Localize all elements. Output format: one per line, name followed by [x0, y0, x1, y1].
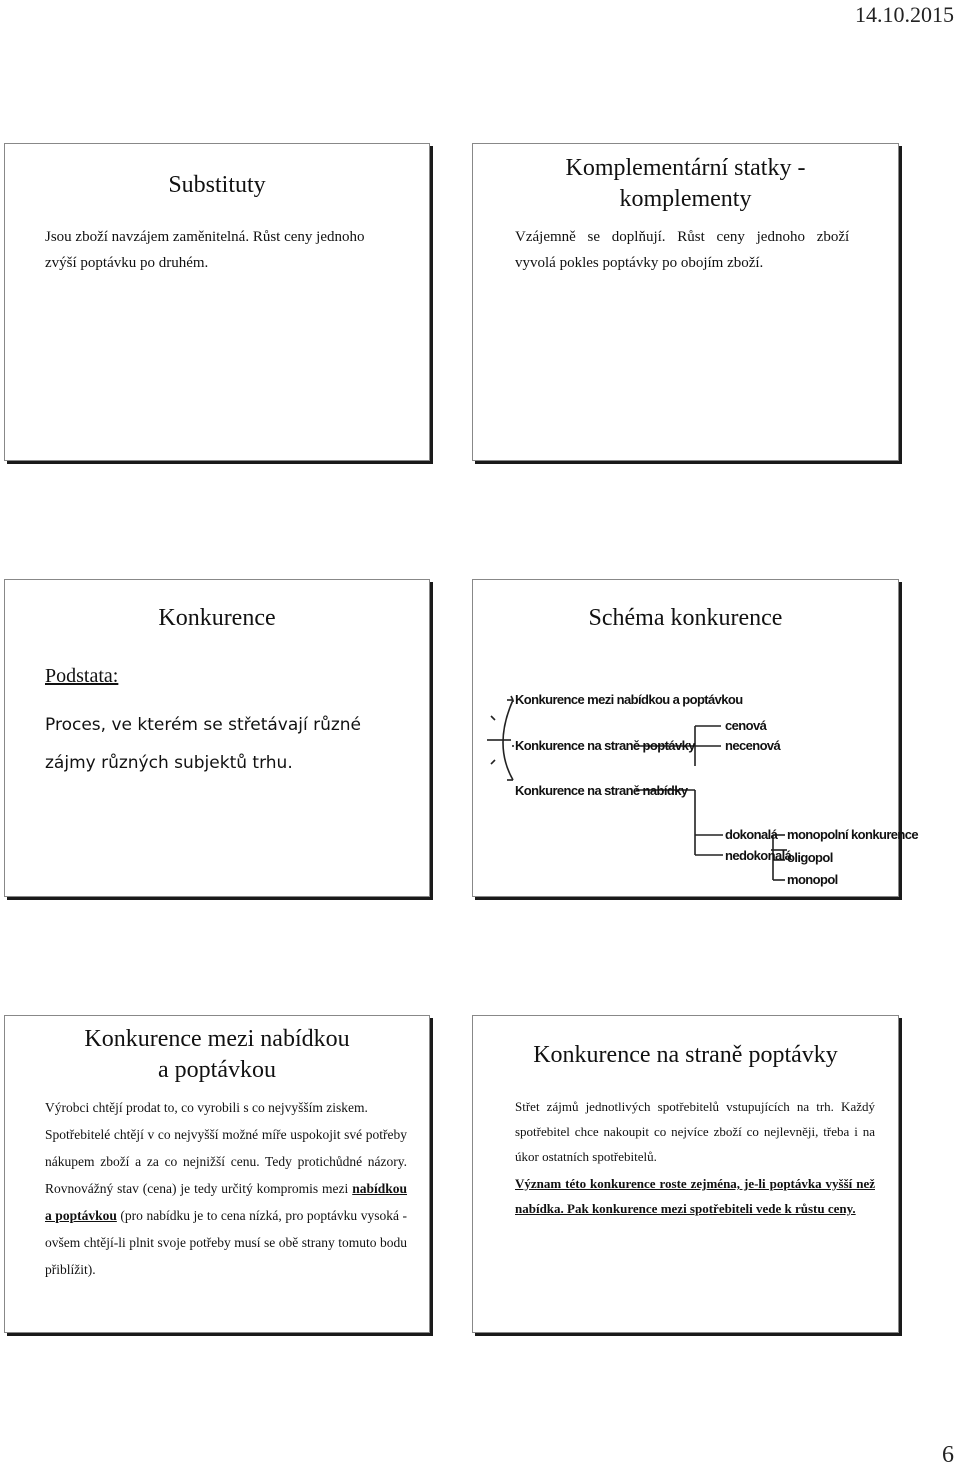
- slide-schema-konkurence: [472, 579, 919, 897]
- slide-title: Substituty: [168, 172, 266, 198]
- emphasized-paragraph: Význam této konkurence roste zejména, je-li poptávka vyšší než nabídka. Pak konkurence mezi spotřebiteli vede k růstu ceny.: [515, 1176, 875, 1216]
- slide-title: Schéma konkurence: [588, 605, 783, 631]
- title-line: Konkurence mezi nabídkou: [84, 1026, 350, 1052]
- underlined-text: nabídkou a poptávkou: [45, 1181, 408, 1223]
- body-line: zájmy různých subjektů trhu.: [45, 753, 293, 773]
- page-number: 6: [942, 1442, 954, 1468]
- schema-monopolistic-competition: monopolní konkurence: [787, 827, 919, 842]
- body-line: Proces, ve kterém se střetávají různé: [45, 715, 362, 735]
- body-paragraph: Výrobci chtějí prodat to, co vyrobili s co nejvyšším ziskem.: [45, 1100, 368, 1115]
- slide-title: Konkurence na straně poptávky: [533, 1042, 838, 1068]
- slide-title: [473, 153, 898, 215]
- slide-body: [45, 1094, 407, 1283]
- body-text: Spotřebitelé chtějí v co nejvyšší možné míře uspokojit své potřeby nákupem zboží a za co nejnižší cenu. Tedy protichůdné názory. Rovnovážný stav (cena) je tedy určitý kompromis mezi: [45, 1127, 407, 1196]
- schema-demand-nonprice: necenová: [725, 738, 781, 753]
- competition-schema-diagram: [473, 580, 919, 898]
- schema-demand-price: cenová: [725, 718, 767, 733]
- schema-supply-perfect: dokonalá: [725, 827, 778, 842]
- body-paragraph: Střet zájmů jednotlivých spotřebitelů vstupujících na trh. Každý spotřebitel chce nakoupit co nejvíce zboží co nejlevněji, třeba i na úkor ostatních spotřebitelů.: [515, 1099, 875, 1164]
- schema-branch-supply-demand: Konkurence mezi nabídkou a poptávkou: [515, 692, 743, 707]
- header-date: 14.10.2015: [855, 2, 954, 27]
- schema-branch-demand: Konkurence na straně poptávky: [515, 738, 695, 753]
- slide-body: [45, 706, 361, 782]
- schema-supply-imperfect: nedokonalá: [725, 848, 792, 863]
- slide-substituty: [4, 143, 430, 461]
- title-line: komplementy: [619, 186, 752, 212]
- slide-title: [5, 1024, 429, 1086]
- slide-body: [45, 224, 425, 276]
- schema-branch-supply: Konkurence na straně nabídky: [515, 783, 688, 798]
- title-line: Komplementární statky -: [565, 155, 806, 181]
- body-line: zvýší poptávku po druhém.: [45, 255, 209, 271]
- slide-konkurence-poptavka: [472, 1015, 899, 1333]
- slide-komplementy: [472, 143, 899, 461]
- title-line: a poptávkou: [158, 1057, 276, 1083]
- slide-konkurence: [4, 579, 430, 897]
- slide-body: [515, 224, 875, 276]
- body-text: (pro nabídku je to cena nízká, pro poptávku vysoká - ovšem chtějí-li plnit svoje potřeby musí se obě strany tomuto bodu přiblížit).: [45, 1208, 407, 1277]
- schema-oligopoly: oligopol: [787, 850, 833, 865]
- body-paragraph: [45, 1121, 407, 1283]
- slide-label: Podstata:: [45, 665, 119, 687]
- slide-konkurence-nabidka-poptavka: [4, 1015, 430, 1333]
- schema-monopoly: monopol: [787, 872, 838, 887]
- body-line: Vzájemně se doplňují. Růst ceny jednoho zboží: [515, 229, 850, 245]
- body-line: vyvolá pokles poptávky po obojím zboží.: [515, 255, 764, 271]
- body-line: Jsou zboží navzájem zaměnitelná. Růst ceny jednoho: [45, 229, 365, 245]
- slide-body: [515, 1094, 875, 1221]
- slide-title: Konkurence: [158, 605, 276, 631]
